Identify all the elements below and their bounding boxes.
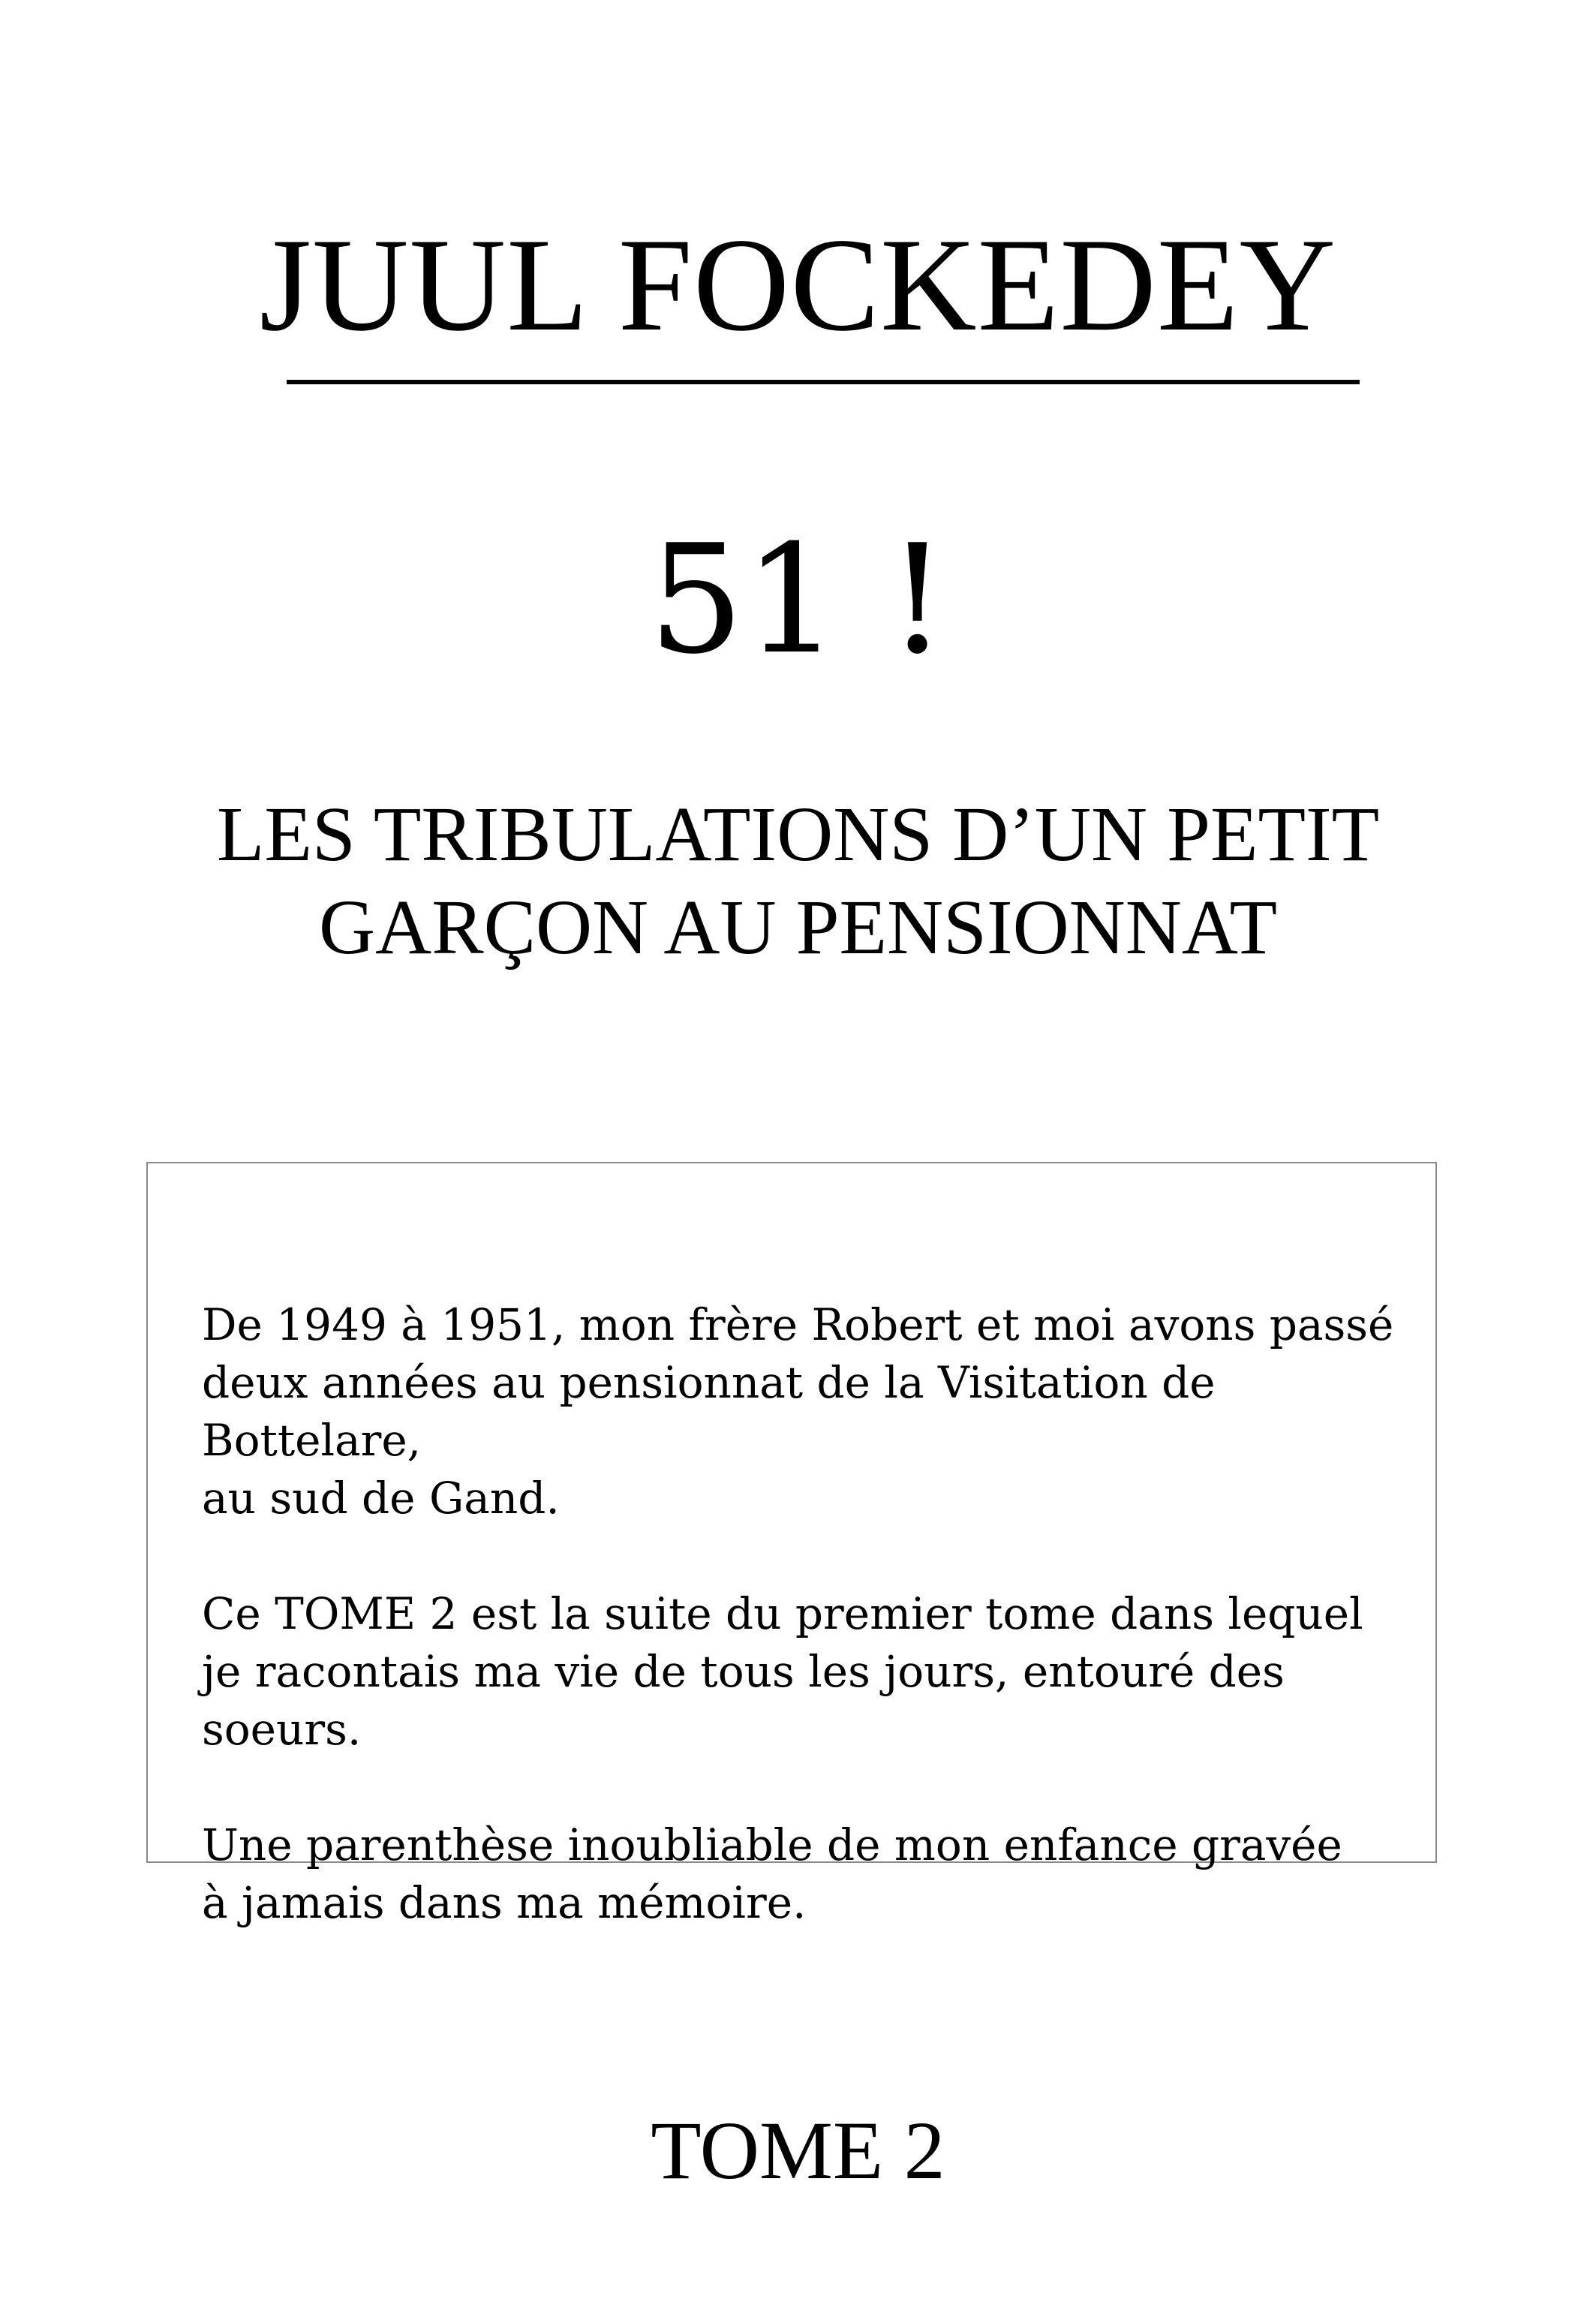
blurb-line: à jamais dans ma mémoire. [202, 1877, 807, 1928]
blurb-line: je racontais ma vie de tous les jours, entouré des soeurs. [202, 1646, 1285, 1755]
book-title: 51 ! [648, 513, 948, 688]
blurb-line: au sud de Gand. [202, 1473, 560, 1524]
book-subtitle [0, 788, 1596, 974]
author-underline [287, 380, 1360, 384]
subtitle-line: GARÇON AU PENSIONNAT [319, 884, 1277, 970]
blurb-text [202, 1238, 1402, 1990]
blurb-line: Ce TOME 2 est la suite du premier tome dans lequel [202, 1588, 1363, 1639]
volume-label: TOME 2 [651, 2105, 945, 2196]
blurb-line: Une parenthèse inoubliable de mon enfance gravée [202, 1819, 1342, 1870]
author-name: JUUL FOCKEDEY [259, 210, 1337, 359]
subtitle-line: LES TRIBULATIONS D’UN PETIT [216, 791, 1380, 877]
blurb-line: De 1949 à 1951, mon frère Robert et moi avons passé [202, 1299, 1394, 1350]
blurb-line: deux années au pensionnat de la Visitation de Bottelare, [202, 1357, 1216, 1466]
blurb-box [146, 1162, 1437, 1928]
